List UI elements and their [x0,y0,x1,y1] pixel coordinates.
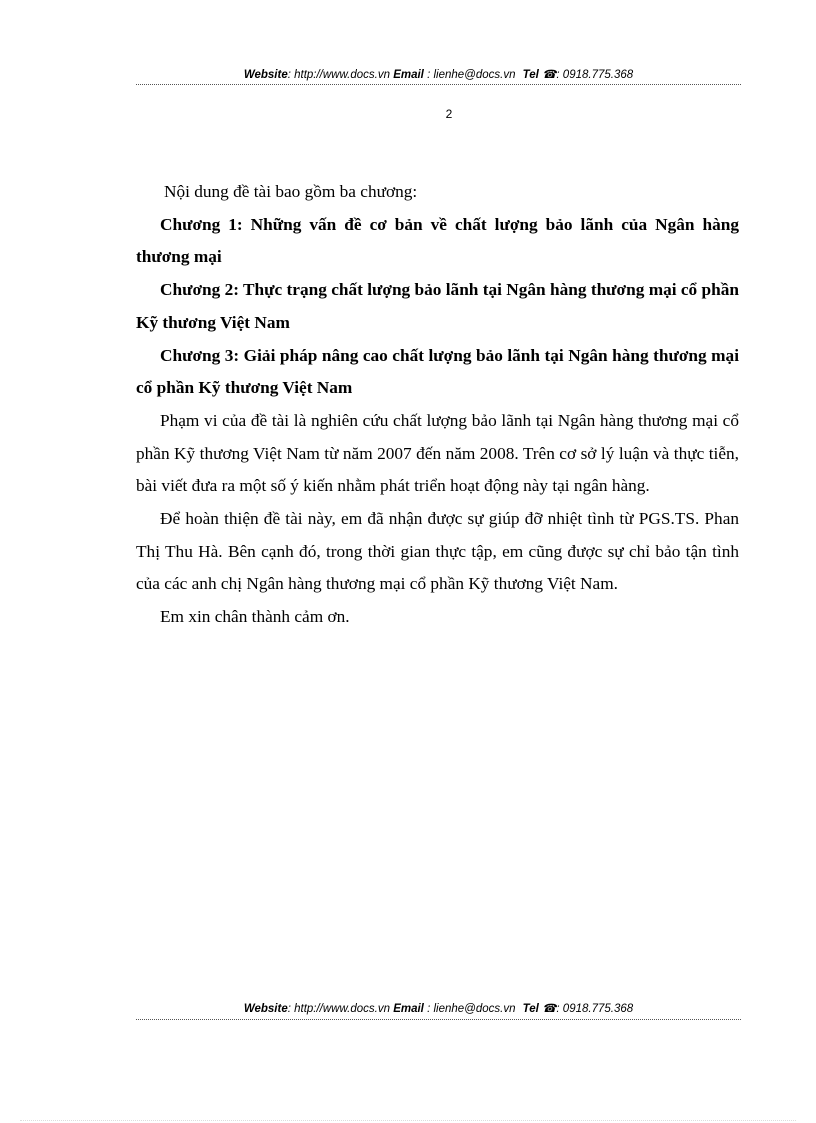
footer-tel-label: Tel [522,1003,539,1015]
footer-email-label: Email [393,1003,424,1015]
header-email-label: Email [393,69,424,81]
header-email-link[interactable]: : lienhe@docs.vn [427,69,516,81]
scope-paragraph: Phạm vi của đề tài là nghiên cứu chất lượng bảo lãnh tại Ngân hàng thương mại cổ phần Kỹ thương Việt Nam từ năm 2007 đến năm 2008. Trên cơ sở lý luận và thực tiễn, bài viết đưa ra một số ý kiến nhằm phát triển hoạt động này tại ngân hàng. [136,410,739,496]
document-body [136,176,739,634]
page-footer [136,1001,741,1015]
thanks-paragraph: Để hoàn thiện đề tài này, em đã nhận được sự giúp đỡ nhiệt tình từ PGS.TS. Phan Thị Thu Hà. Bên cạnh đó, trong thời gian thực tập, em cũng được sự chỉ bảo tận tình của các anh chị Ngân hàng thương mại cổ phần Kỹ thương Việt Nam. [136,509,739,594]
chapter-3-title: Chương 3: Giải pháp nâng cao chất lượng bảo lãnh tại Ngân hàng thương mại cổ phần Kỹ thương Việt Nam [136,345,739,398]
closing-paragraph: Em xin chân thành cảm ơn. [160,607,350,627]
footer-tel-value: : 0918.775.368 [556,1003,634,1015]
page-number: 2 [445,107,453,121]
footer-divider [136,1019,741,1020]
header-tel-label: Tel [522,69,539,81]
page-bottom-edge [20,1120,796,1121]
header-website-link[interactable]: : http://www.docs.vn [287,69,390,81]
phone-icon: ☎ [542,1003,557,1015]
intro-paragraph: Nội dung đề tài bao gồm ba chương: [164,182,418,201]
footer-website-link[interactable]: : http://www.docs.vn [287,1003,390,1015]
header-divider [136,84,741,85]
chapter-2-title: Chương 2: Thực trạng chất lượng bảo lãnh tại Ngân hàng thương mại cổ phần Kỹ thương Việt Nam [136,280,739,332]
footer-email-link[interactable]: : lienhe@docs.vn [427,1003,516,1015]
footer-website-label: Website [243,1003,288,1015]
phone-icon: ☎ [542,69,557,81]
header-tel-value: : 0918.775.368 [556,69,634,81]
chapter-1-title: Chương 1: Những vấn đề cơ bản về chất lượng bảo lãnh của Ngân hàng thương mại [136,214,739,267]
header-website-label: Website [243,69,288,81]
page-header [136,67,741,81]
